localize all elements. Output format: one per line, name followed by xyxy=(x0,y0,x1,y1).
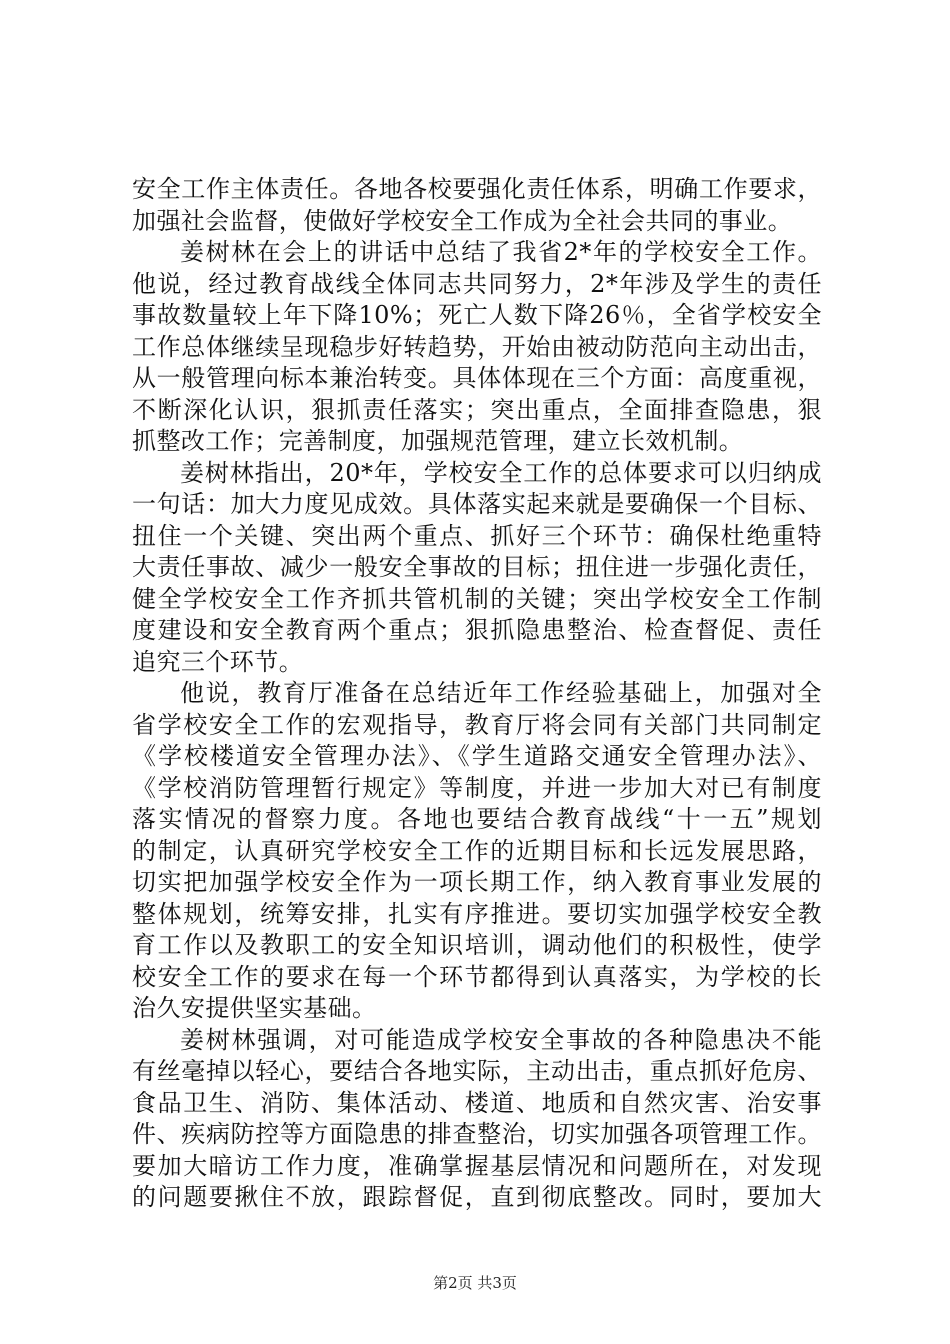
text-line: 的问题要揪住不放，跟踪督促，直到彻底整改。同时，要加大 xyxy=(132,1183,822,1211)
text-line: 他说，经过教育战线全体同志共同努力，2*年涉及学生的责任 xyxy=(132,269,822,298)
text-line: 《学校楼道安全管理办法》、《学生道路交通安全管理办法》、 xyxy=(132,742,822,770)
text-line: 度建设和安全教育两个重点；狠抓隐患整治、检查督促、责任 xyxy=(132,616,822,644)
text-line: 的制定，认真研究学校安全工作的近期目标和长远发展思路， xyxy=(132,836,822,865)
text-line: 姜树林在会上的讲话中总结了我省2*年的学校安全工作。 xyxy=(180,238,822,266)
text-line: 校安全工作的要求在每一个环节都得到认真落实，为学校的长 xyxy=(132,962,822,991)
text-line: 事故数量较上年下降10%；死亡人数下降26％，全省学校安全 xyxy=(132,301,822,329)
text-line: 工作总体继续呈现稳步好转趋势，开始由被动防范向主动出击， xyxy=(132,332,822,361)
text-line: 追究三个环节。 xyxy=(132,647,304,676)
text-line: 整体规划，统筹安排，扎实有序推进。要切实加强学校安全教 xyxy=(132,899,822,928)
text-line: 不断深化认识，狠抓责任落实；突出重点，全面排查隐患，狠 xyxy=(132,395,822,424)
text-line: 扭住一个关键、突出两个重点、抓好三个环节：确保杜绝重特 xyxy=(132,521,822,550)
text-line: 省学校安全工作的宏观指导，教育厅将会同有关部门共同制定 xyxy=(132,710,822,739)
text-line: 育工作以及教职工的安全知识培训，调动他们的积极性，使学 xyxy=(132,931,822,959)
text-line: 抓整改工作；完善制度，加强规范管理，建立长效机制。 xyxy=(132,427,744,455)
text-line: 一句话：加大力度见成效。具体落实起来就是要确保一个目标、 xyxy=(132,490,822,518)
text-line: 《学校消防管理暂行规定》等制度，并进一步加大对已有制度 xyxy=(132,773,822,802)
text-line: 安全工作主体责任。各地各校要强化责任体系，明确工作要求， xyxy=(132,175,822,203)
text-line: 要加大暗访工作力度，准确掌握基层情况和问题所在，对发现 xyxy=(132,1151,822,1180)
text-line: 落实情况的督察力度。各地也要结合教育战线“十一五”规划 xyxy=(132,805,822,833)
text-line: 姜树林指出，20*年，学校安全工作的总体要求可以归纳成 xyxy=(180,458,822,487)
text-line: 有丝毫掉以轻心，要结合各地实际，主动出击，重点抓好危房、 xyxy=(132,1057,822,1085)
text-line: 他说，教育厅准备在总结近年工作经验基础上，加强对全 xyxy=(180,679,822,707)
page-footer: 第2页 共3页 xyxy=(433,1274,517,1292)
body-text xyxy=(132,174,822,1214)
text-line: 切实把加强学校安全作为一项长期工作，纳入教育事业发展的 xyxy=(132,868,822,896)
text-line: 治久安提供坚实基础。 xyxy=(132,994,377,1022)
text-line: 加强社会监督，使做好学校安全工作成为全社会共同的事业。 xyxy=(132,206,793,235)
text-line: 姜树林强调，对可能造成学校安全事故的各种隐患决不能 xyxy=(180,1025,822,1054)
text-line: 食品卫生、消防、集体活动、楼道、地质和自然灾害、治安事 xyxy=(132,1088,822,1117)
text-line: 件、疾病防控等方面隐患的排查整治，切实加强各项管理工作。 xyxy=(132,1120,822,1148)
text-line: 大责任事故、减少一般安全事故的目标；扭住进一步强化责任， xyxy=(132,553,822,581)
text-line: 从一般管理向标本兼治转变。具体体现在三个方面：高度重视， xyxy=(132,364,822,392)
text-line: 健全学校安全工作齐抓共管机制的关键；突出学校安全工作制 xyxy=(132,584,822,613)
